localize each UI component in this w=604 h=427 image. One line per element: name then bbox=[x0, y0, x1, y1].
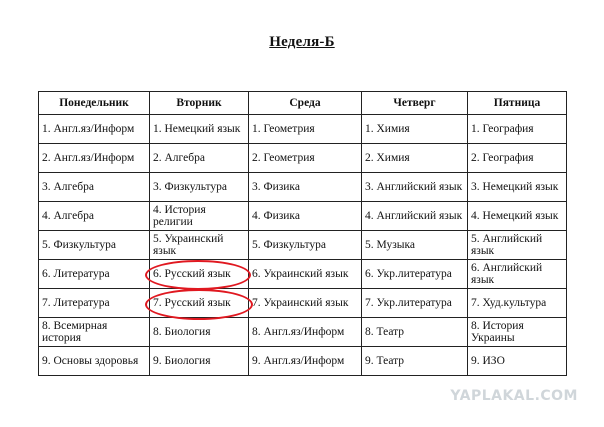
watermark: YAPLAKAL.COM bbox=[450, 388, 578, 404]
cell-tuesday bbox=[150, 347, 249, 376]
lesson-label: 9. ИЗО bbox=[471, 355, 505, 367]
lesson-label: 9. Англ.яз/Информ bbox=[252, 355, 345, 367]
cell-tuesday bbox=[150, 231, 249, 260]
cell-thursday bbox=[362, 318, 468, 347]
cell-tuesday bbox=[150, 289, 249, 318]
header-friday: Пятница bbox=[468, 92, 567, 115]
lesson-label: 2. Алгебра bbox=[153, 152, 205, 164]
table-row bbox=[39, 231, 567, 260]
lesson-label: 9. Основы здоровья bbox=[42, 355, 139, 367]
cell-tuesday bbox=[150, 260, 249, 289]
lesson-label: 7. Украинский язык bbox=[252, 297, 349, 309]
lesson-label: 2. Геометрия bbox=[252, 152, 315, 164]
lesson-label: 7. Худ.культура bbox=[471, 297, 547, 309]
cell-friday bbox=[468, 202, 567, 231]
lesson-label: 6. Украинский язык bbox=[252, 268, 349, 280]
lesson-label: 4. Алгебра bbox=[42, 210, 94, 222]
cell-tuesday bbox=[150, 173, 249, 202]
cell-monday bbox=[39, 173, 150, 202]
lesson-label: 3. Физика bbox=[252, 181, 300, 193]
header-monday: Понедельник bbox=[39, 92, 150, 115]
table-row bbox=[39, 173, 567, 202]
lesson-label: 8. Театр bbox=[365, 326, 405, 338]
lesson-label: 1. Геометрия bbox=[252, 123, 315, 135]
cell-friday bbox=[468, 231, 567, 260]
cell-tuesday bbox=[150, 202, 249, 231]
lesson-label: 2. География bbox=[471, 152, 534, 164]
cell-monday bbox=[39, 318, 150, 347]
cell-monday bbox=[39, 260, 150, 289]
page-title: Неделя-Б bbox=[269, 34, 335, 50]
header-wednesday: Среда bbox=[249, 92, 362, 115]
lesson-label: 5. Физкультура bbox=[42, 239, 116, 251]
schedule-table bbox=[38, 91, 567, 376]
cell-friday bbox=[468, 260, 567, 289]
header-row bbox=[39, 92, 567, 115]
table-row bbox=[39, 260, 567, 289]
lesson-label: 5. Физкультура bbox=[252, 239, 326, 251]
lesson-label: 5. Английский язык bbox=[471, 233, 543, 257]
lesson-label: 6. Укр.литература bbox=[365, 268, 452, 280]
lesson-label: 5. Украинский язык bbox=[153, 233, 224, 257]
lesson-label: 6. Английский язык bbox=[471, 262, 543, 286]
cell-thursday bbox=[362, 347, 468, 376]
cell-wednesday bbox=[249, 260, 362, 289]
cell-wednesday bbox=[249, 318, 362, 347]
table-row bbox=[39, 347, 567, 376]
table-row bbox=[39, 115, 567, 144]
lesson-label: 9. Биология bbox=[153, 355, 211, 367]
lesson-label: 4. Английский язык bbox=[365, 210, 463, 222]
lesson-label: 8. История Украины bbox=[471, 320, 524, 344]
cell-wednesday bbox=[249, 347, 362, 376]
lesson-label: 3. Алгебра bbox=[42, 181, 94, 193]
cell-friday bbox=[468, 318, 567, 347]
table-row bbox=[39, 318, 567, 347]
cell-friday bbox=[468, 115, 567, 144]
header-thursday: Четверг bbox=[362, 92, 468, 115]
table-row bbox=[39, 289, 567, 318]
cell-wednesday bbox=[249, 173, 362, 202]
cell-friday bbox=[468, 173, 567, 202]
cell-thursday bbox=[362, 202, 468, 231]
lesson-label: 2. Химия bbox=[365, 152, 410, 164]
lesson-label: 4. Немецкий язык bbox=[471, 210, 559, 222]
cell-thursday bbox=[362, 144, 468, 173]
cell-wednesday bbox=[249, 144, 362, 173]
lesson-label: 6. Русский язык bbox=[153, 268, 231, 280]
cell-thursday bbox=[362, 173, 468, 202]
lesson-label: 3. Немецкий язык bbox=[471, 181, 559, 193]
lesson-label: 3. Английский язык bbox=[365, 181, 463, 193]
cell-tuesday bbox=[150, 115, 249, 144]
lesson-label: 1. Химия bbox=[365, 123, 410, 135]
cell-thursday bbox=[362, 115, 468, 144]
lesson-label: 4. Физика bbox=[252, 210, 300, 222]
cell-monday bbox=[39, 202, 150, 231]
cell-tuesday bbox=[150, 318, 249, 347]
lesson-label: 7. Русский язык bbox=[153, 297, 231, 309]
cell-monday bbox=[39, 347, 150, 376]
lesson-label: 9. Театр bbox=[365, 355, 405, 367]
cell-monday bbox=[39, 289, 150, 318]
lesson-label: 8. Англ.яз/Информ bbox=[252, 326, 345, 338]
table-row bbox=[39, 144, 567, 173]
cell-friday bbox=[468, 347, 567, 376]
cell-monday bbox=[39, 115, 150, 144]
lesson-label: 8. Биология bbox=[153, 326, 211, 338]
lesson-label: 7. Литература bbox=[42, 297, 110, 309]
lesson-label: 4. История религии bbox=[153, 204, 206, 228]
cell-thursday bbox=[362, 289, 468, 318]
cell-tuesday bbox=[150, 144, 249, 173]
lesson-label: 1. Англ.яз/Информ bbox=[42, 123, 135, 135]
cell-thursday bbox=[362, 260, 468, 289]
lesson-label: 7. Укр.литература bbox=[365, 297, 452, 309]
lesson-label: 6. Литература bbox=[42, 268, 110, 280]
cell-monday bbox=[39, 231, 150, 260]
table-row bbox=[39, 202, 567, 231]
cell-friday bbox=[468, 144, 567, 173]
cell-friday bbox=[468, 289, 567, 318]
cell-wednesday bbox=[249, 202, 362, 231]
lesson-label: 2. Англ.яз/Информ bbox=[42, 152, 135, 164]
cell-wednesday bbox=[249, 115, 362, 144]
lesson-label: 3. Физкультура bbox=[153, 181, 227, 193]
lesson-label: 1. География bbox=[471, 123, 534, 135]
cell-monday bbox=[39, 144, 150, 173]
lesson-label: 5. Музыка bbox=[365, 239, 415, 251]
header-tuesday: Вторник bbox=[150, 92, 249, 115]
lesson-label: 1. Немецкий язык bbox=[153, 123, 241, 135]
lesson-label: 8. Всемирная история bbox=[42, 320, 108, 344]
cell-wednesday bbox=[249, 289, 362, 318]
cell-thursday bbox=[362, 231, 468, 260]
cell-wednesday bbox=[249, 231, 362, 260]
